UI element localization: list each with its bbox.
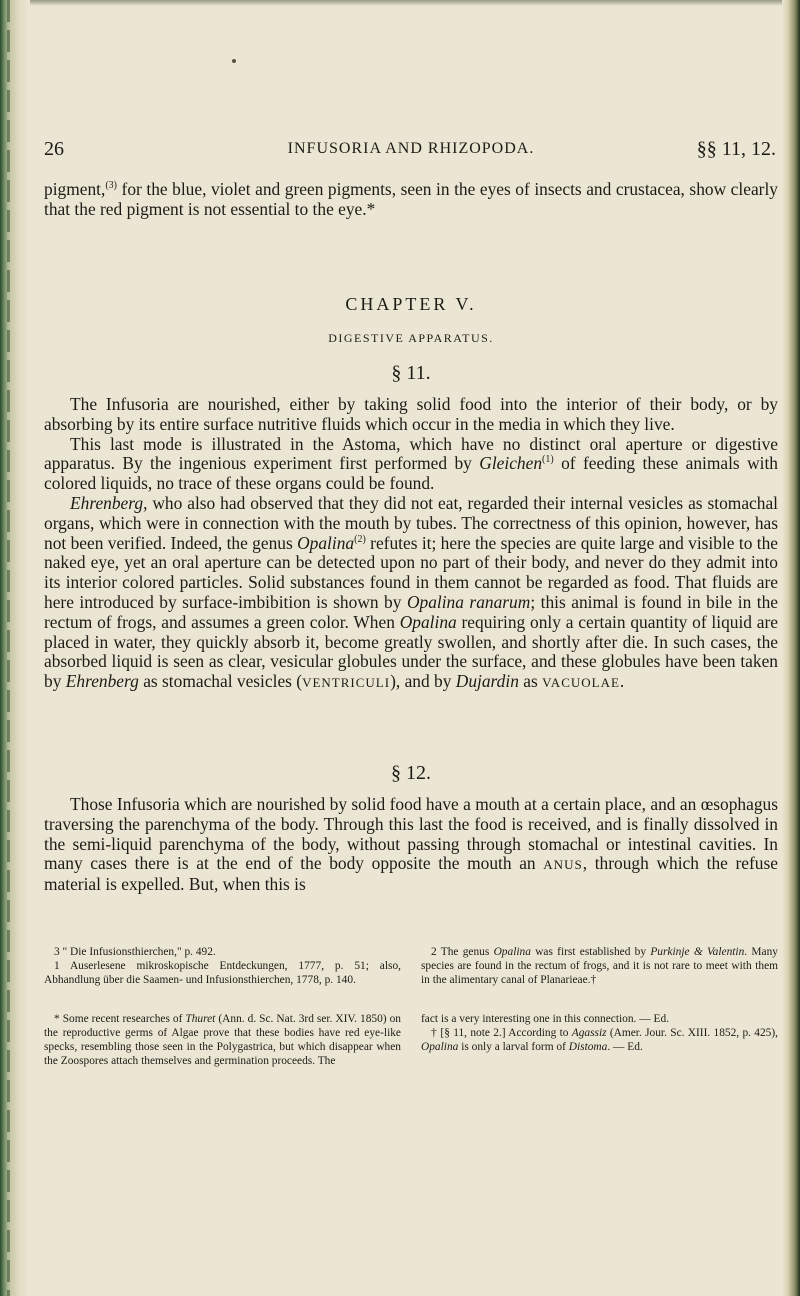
footnote-2: 2 The genus Opalina was first established by Purkinje & Valentin. Many species are found in the rectum of frogs, and it is not rare to meet with them in the alimentary canal of Planarieae.†	[421, 946, 778, 987]
intro-paragraph: pigment,$^{(3)}$ for the blue, violet and green pigments, seen in the eyes of insects and crustacea, show clearly that the red pigment is not essential to the eye.*	[44, 179, 778, 219]
running-title: INFUSORIA AND RHIZOPODA.	[287, 140, 535, 157]
page-number: 26	[44, 138, 64, 160]
footnote-star-continued: fact is a very interesting one in this connection. — Ed.	[421, 1013, 669, 1025]
ink-speck	[232, 59, 236, 63]
section-11-body	[44, 395, 778, 693]
footnote-star: * Some recent researches of Thuret (Ann. d. Sc. Nat. 3rd ser. XIV. 1850) on the reproductive germs of Algae prove that these bodies have red eye-like specks, resembling those seen in the Polygastrica, but which disappear when the Zoospores attach themselves and germination proceeds. The	[44, 1013, 401, 1068]
book-page	[44, 0, 778, 1296]
paragraph: This last mode is illustrated in the Astoma, which have no distinct oral aperture or digestive apparatus. By the ingenious experiment first performed by Gleichen$^{(1)}$ of feeding these animals with colored liquids, no trace of these organs could be found.	[44, 433, 778, 494]
scan-edge-right	[782, 0, 800, 1296]
footnote-dagger: † [§ 11, note 2.] According to Agassiz (Amer. Jour. Sc. XIII. 1852, p. 425), Opalina is only a larval form of Distoma. — Ed.	[421, 1027, 779, 1054]
section-reference: §§ 11, 12.	[696, 138, 776, 160]
running-header	[44, 138, 778, 162]
paragraph: Those Infusoria which are nourished by solid food have a mouth at a certain place, and an œsophagus traversing the parenchyma of the body. Through this last the food is received, and is finally dissolved in the semi-liquid parenchyma of the body, without passing through stomachal or intestinal cavities. In many cases there is at the end of the body opposite the mouth an ANUS, through which the refuse material is expelled. But, when this is	[44, 794, 778, 895]
paragraph: Ehrenberg, who also had observed that they did not eat, regarded their internal vesicles as stomachal organs, which were in connection with the mouth by tubes. The correctness of this opinion, however, has not been verified. Indeed, the genus Opalina$^{(2)}$ refutes it; here the species are quite large and visible to the naked eye, yet an oral aperture can be detected upon no part of their body, and never do they admit into its interior colored particles. Solid substances found in them cannot be regarded as food. That fluids are here introduced by surface-imbibition is shown by Opalina ranarum; this animal is found in bile in the rectum of frogs, and assumes a green color. When Opalina requiring only a certain quantity of liquid are placed in water, they quickly absorb it, become greatly swollen, and shortly after die. In such cases, the absorbed liquid is seen as clear, vesicular globules under the surface, and these globules have been taken by Ehrenberg as stomachal vesicles (VENTRICULI), and by Dujardin as VACUOLAE.	[44, 492, 779, 692]
section-11-heading: § 11.	[391, 362, 431, 384]
section-12-body	[44, 795, 778, 895]
footnote-3: 3 " Die Infusionsthierchen," p. 492.	[54, 946, 216, 958]
footnote-1: 1 Auserlesene mikroskopische Entdeckungen, 1777, p. 51; also, Abhandlung über die Saamen- und Infusionsthierchen, 1778, p. 140.	[44, 960, 401, 987]
paragraph: The Infusoria are nourished, either by taking solid food into the interior of their body, or by absorbing by its entire surface nutritive fluids which occur in the media in which they live.	[44, 394, 778, 434]
chapter-subtitle: DIGESTIVE APPARATUS.	[328, 331, 494, 345]
chapter-title: CHAPTER V.	[345, 294, 477, 314]
scan-edge-left	[0, 0, 30, 1296]
section-12-heading: § 12.	[391, 762, 431, 784]
